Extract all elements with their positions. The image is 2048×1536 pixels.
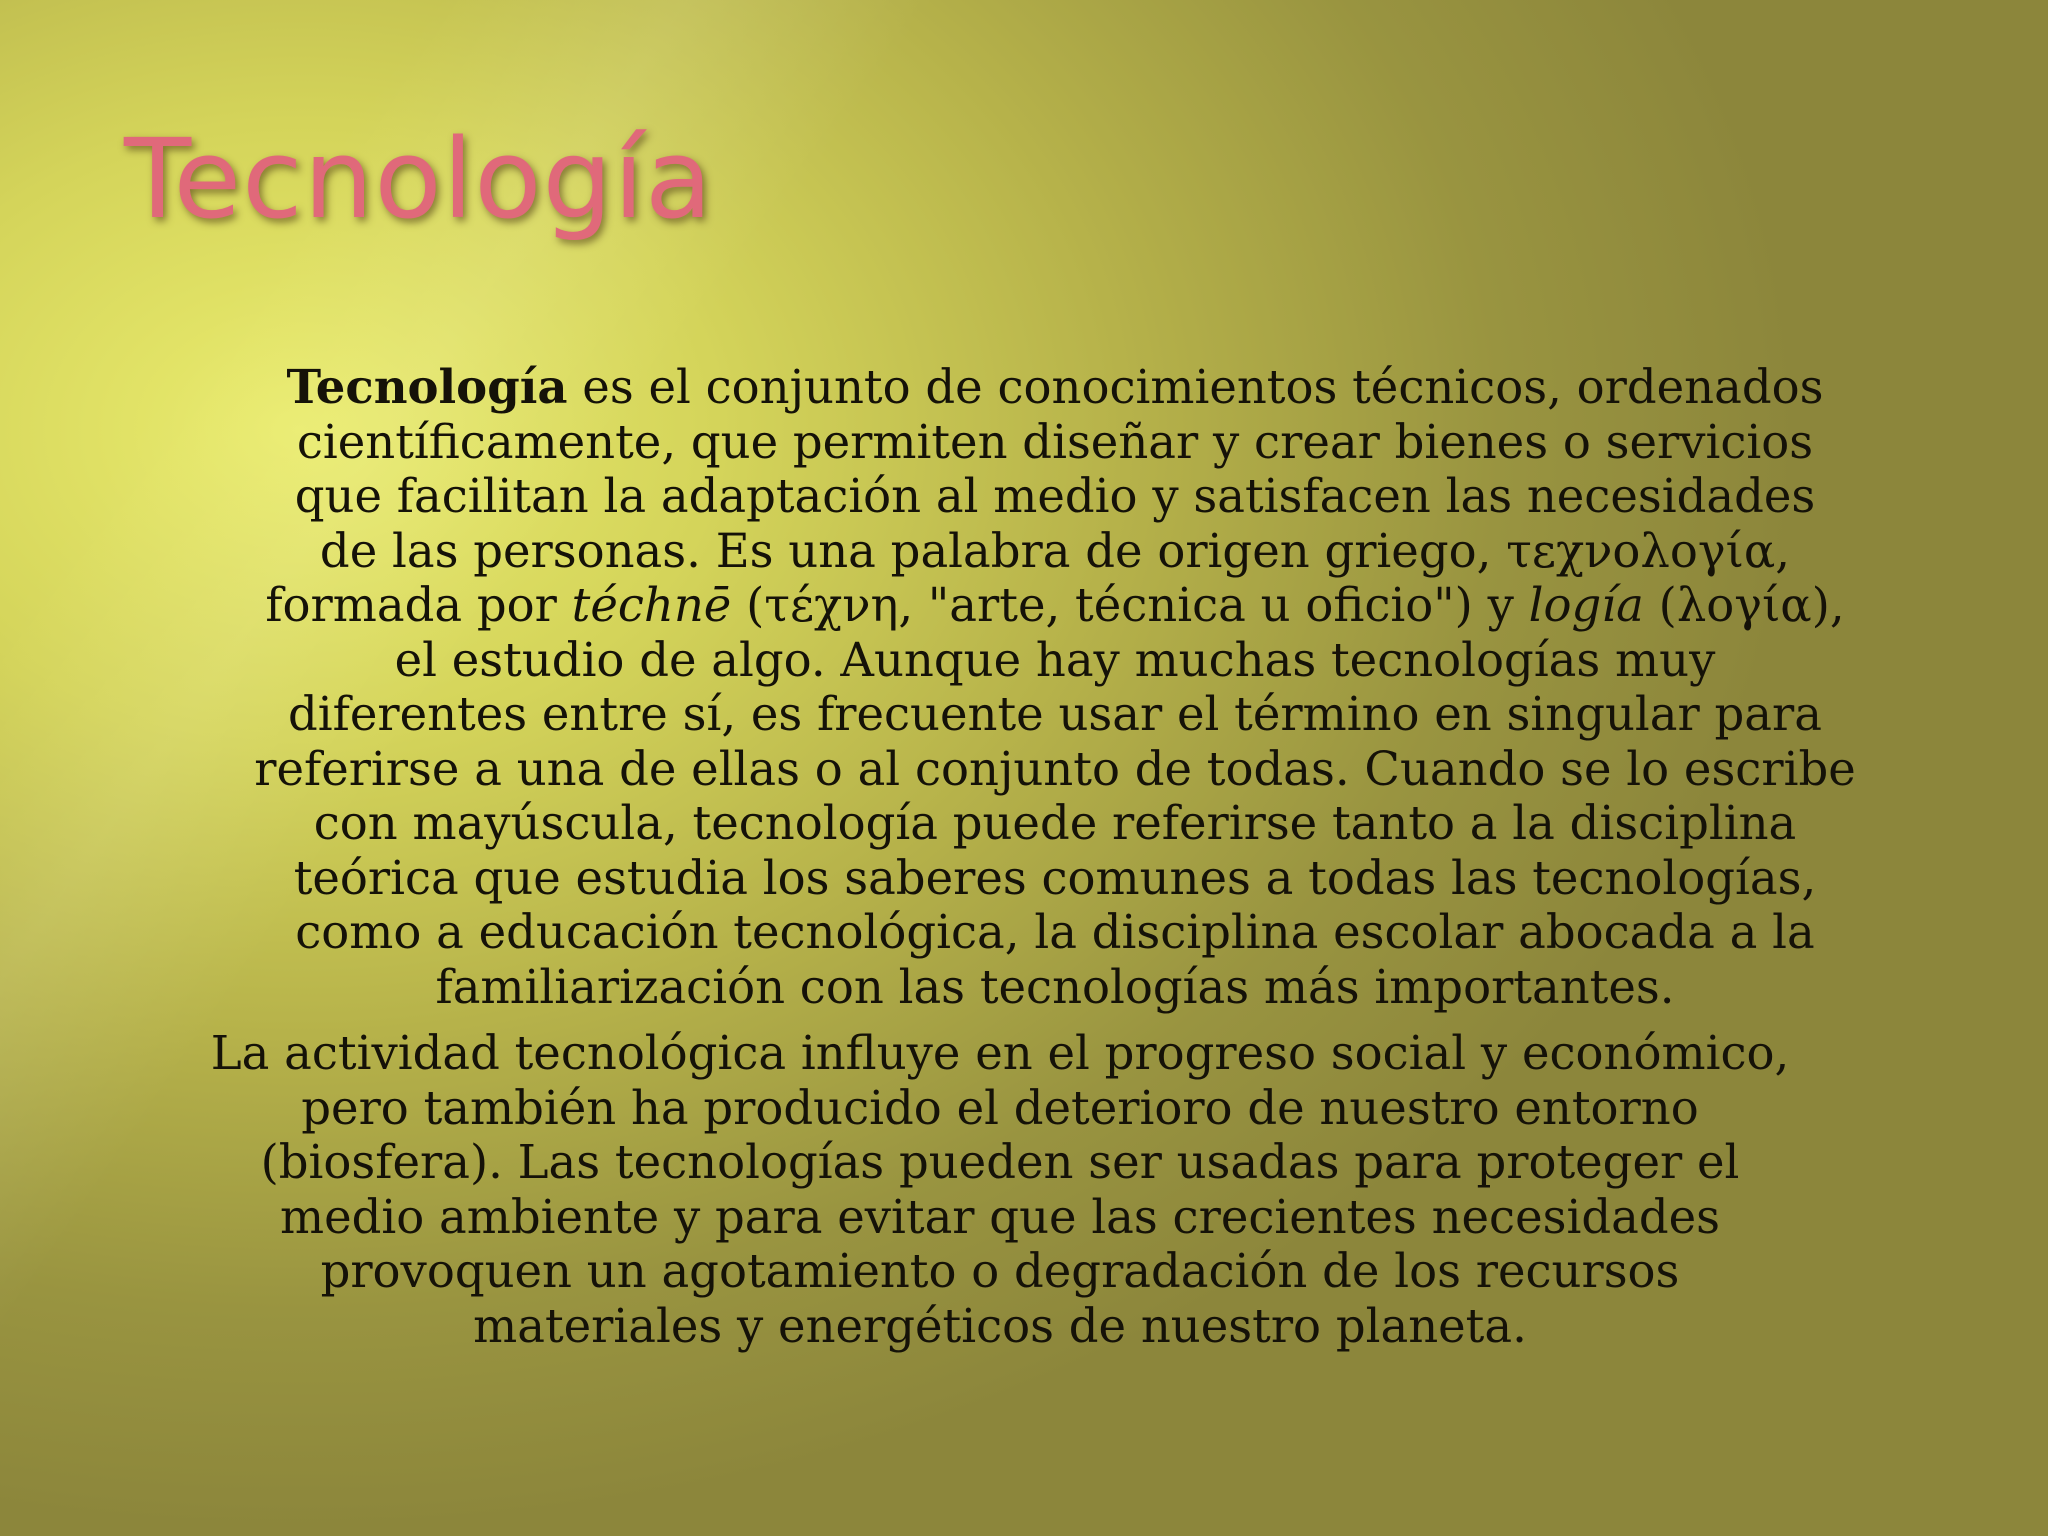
text-line: (biosfera). Las tecnologías pueden ser usadas para proteger el bbox=[260, 1135, 1740, 1189]
text-line bbox=[190, 578, 1950, 633]
text-span: (τέχνη, "arte, técnica u oficio") y bbox=[731, 578, 1529, 632]
slide-body bbox=[190, 360, 1950, 1353]
text-line: con mayúscula, tecnología puede referirse tanto a la disciplina bbox=[313, 796, 1797, 850]
term-italic: téchnē bbox=[571, 578, 732, 632]
text-line: diferentes entre sí, es frecuente usar el término en singular para bbox=[288, 687, 1822, 741]
paragraph-definition bbox=[190, 360, 1950, 1014]
paragraph-impact bbox=[190, 1026, 1950, 1353]
text-line: referirse a una de ellas o al conjunto de todas. Cuando se lo escribe bbox=[254, 741, 1856, 796]
text-line: familiarización con las tecnologías más importantes. bbox=[435, 959, 1675, 1014]
slide-title: Tecnología bbox=[124, 115, 714, 243]
text-line: medio ambiente y para evitar que las crecientes necesidades bbox=[280, 1189, 1720, 1244]
term-italic: logía bbox=[1528, 578, 1644, 632]
text-line: como a educación tecnológica, la disciplina escolar abocada a la bbox=[295, 905, 1815, 959]
text-span: formada por bbox=[265, 578, 572, 632]
text-line: de las personas. Es una palabra de origen griego, τεχνολογία, bbox=[319, 523, 1791, 578]
text-span: es el conjunto de conocimientos técnicos, ordenados bbox=[567, 360, 1824, 414]
text-line: que facilitan la adaptación al medio y satisfacen las necesidades bbox=[294, 469, 1816, 523]
text-line: materiales y energéticos de nuestro planeta. bbox=[473, 1298, 1527, 1353]
text-line: provoquen un agotamiento o degradación de los recursos bbox=[320, 1244, 1680, 1298]
text-line: pero también ha producido el deterioro de nuestro entorno bbox=[301, 1080, 1699, 1135]
term-bold: Tecnología bbox=[286, 359, 568, 414]
text-line: teórica que estudia los saberes comunes a todas las tecnologías, bbox=[293, 850, 1817, 905]
text-line bbox=[190, 360, 1950, 415]
text-line: el estudio de algo. Aunque hay muchas tecnologías muy bbox=[394, 632, 1716, 687]
text-line: La actividad tecnológica influye en el progreso social y económico, bbox=[210, 1026, 1790, 1080]
text-line: científicamente, que permiten diseñar y crear bienes o servicios bbox=[296, 414, 1814, 469]
text-span: (λογία), bbox=[1643, 578, 1845, 632]
